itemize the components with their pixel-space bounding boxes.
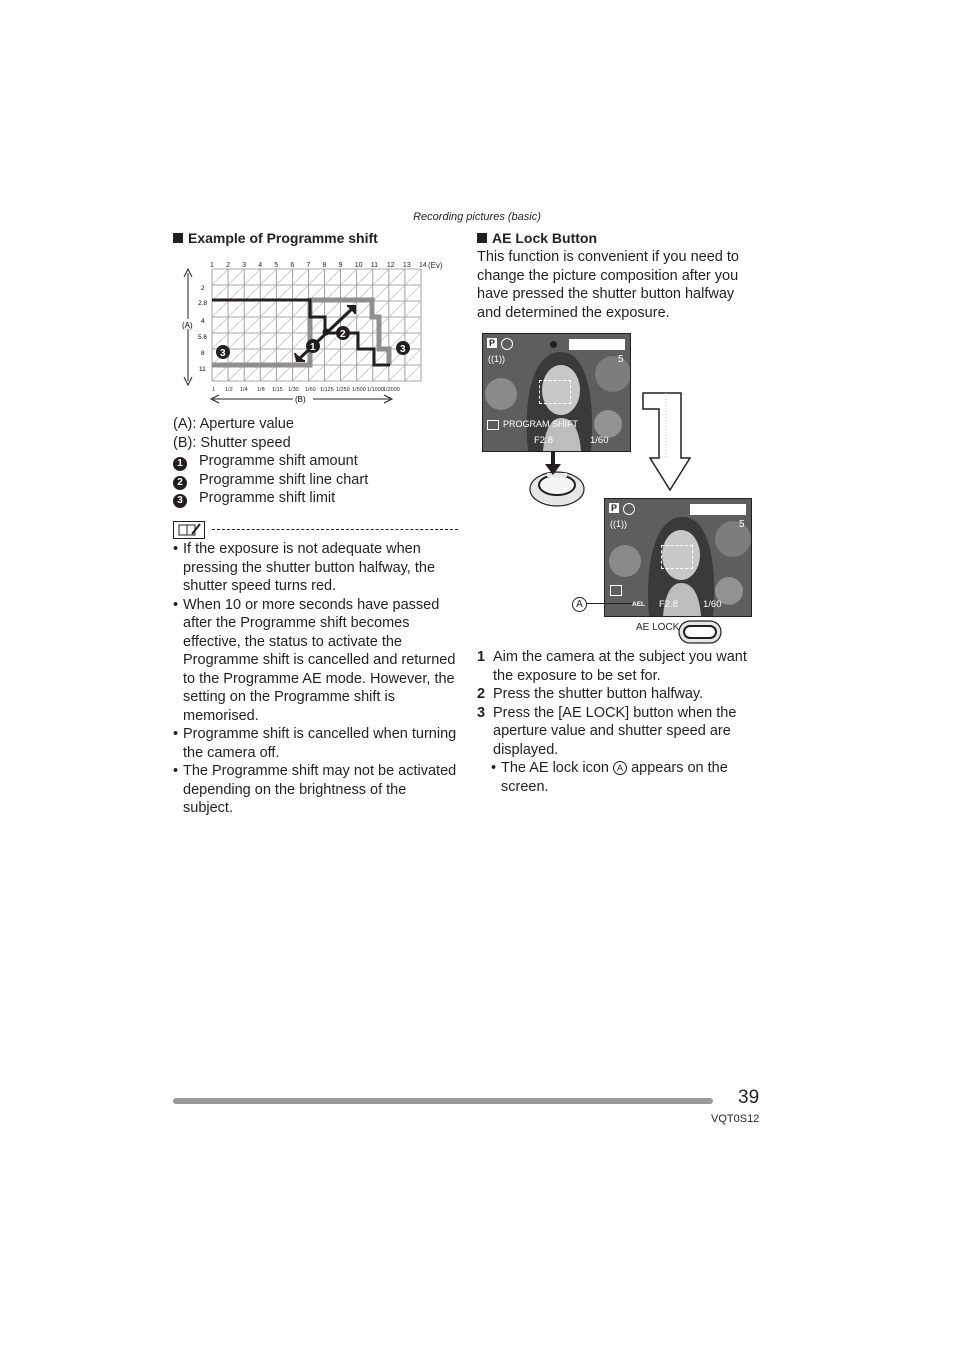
ev-label: 11 [370, 262, 379, 269]
ae-lock-indicator: AEL [632, 601, 645, 608]
focus-indicator-icon [550, 341, 557, 348]
square-bullet-icon [173, 233, 183, 243]
ev-label: 10 [354, 262, 363, 269]
sub-note-post: appears on the screen. [501, 760, 728, 795]
page-number: 39 [738, 1087, 760, 1108]
svg-text:1/15: 1/15 [272, 387, 283, 393]
callout-a-line [586, 603, 632, 604]
aperture-value: F2.8 [534, 435, 554, 446]
af-frame [539, 380, 571, 404]
callout-a-icon: A [613, 761, 627, 775]
legend-item-3-text: Programme shift limit [199, 490, 336, 506]
step-text: Press the [AE LOCK] button when the aperture value and shutter speed are displayed. [493, 704, 737, 758]
legend-item-1-text: Programme shift amount [199, 453, 358, 469]
svg-text:1/2: 1/2 [225, 387, 233, 393]
ev-label: 5 [274, 262, 279, 269]
notes-list [173, 540, 458, 818]
ev-label: 1 [210, 262, 214, 269]
status-icons-bar [569, 339, 625, 350]
ev-label: 12 [386, 262, 395, 269]
section-heading-ae-lock [477, 229, 597, 247]
svg-text:1/500: 1/500 [352, 387, 366, 393]
svg-text:1/2000: 1/2000 [383, 387, 400, 393]
step-number: 2 [477, 686, 486, 702]
flow-arrow-icon [640, 390, 692, 492]
note-icon [173, 521, 205, 539]
legend-b: (B): Shutter speed [173, 435, 291, 451]
heading-text: AE Lock Button [492, 230, 597, 246]
axis-a-label: (A) [182, 321, 193, 330]
aperture-value: F2.8 [659, 599, 679, 610]
note-item: • When 10 or more seconds have passed after the Programme shift becomes effective, the status to activate the Programme shift is cancelled and returned to the Programme AE mode. However, the setting on the Programme shift is memorised. [173, 596, 458, 726]
note-item: • Programme shift is cancelled when turning the camera off. [173, 725, 458, 762]
programme-shift-chart [175, 255, 460, 410]
flash-off-icon [501, 338, 513, 350]
footer-bar [173, 1098, 713, 1104]
ae-lock-intro: This function is convenient if you need to change the picture composition after you have pressed the shutter button halfway and determined the exposure. [477, 249, 739, 321]
svg-text:1/8: 1/8 [257, 387, 265, 393]
ev-label: 7 [306, 262, 311, 269]
flash-off-icon [623, 503, 635, 515]
remaining-shots: 5 [739, 519, 745, 530]
ev-label: 14 [419, 262, 427, 269]
ev-label: 4 [258, 262, 263, 269]
square-bullet-icon [477, 233, 487, 243]
running-header: Recording pictures (basic) [413, 211, 541, 223]
ae-lock-icon-note [477, 759, 762, 796]
ev-label: 9 [338, 262, 343, 269]
camera-screen-1 [482, 333, 631, 452]
legend-item-2 [173, 471, 368, 490]
note-item: • The Programme shift may not be activated depending on the brightness of the subject. [173, 762, 458, 818]
aperture-tick: 4 [201, 318, 205, 325]
step-item [477, 648, 762, 685]
step-text: Aim the camera at the subject you want the exposure to be set for. [493, 649, 747, 684]
svg-text:1: 1 [212, 387, 216, 393]
number-1-icon: 1 [173, 457, 187, 471]
chart-marker-3-left [216, 345, 230, 359]
aperture-tick: 8 [201, 350, 205, 357]
stabilizer-mode: 1 [494, 354, 500, 364]
ev-unit-label: (Ev) [428, 261, 443, 270]
sub-note-pre: The AE lock icon [501, 760, 609, 776]
svg-text:1/30: 1/30 [288, 387, 299, 393]
step-item [477, 685, 762, 704]
chart-marker-3-right [396, 341, 410, 355]
svg-text:1: 1 [310, 342, 316, 353]
camera-screen-2 [604, 498, 752, 617]
stabilizer-icon: ((1)) [610, 519, 628, 529]
svg-text:1/1000: 1/1000 [367, 387, 384, 393]
aperture-tick: 5.6 [198, 334, 208, 341]
ev-label: 8 [322, 262, 327, 269]
program-shift-banner: PROGRAM SHIFT [503, 419, 579, 429]
ev-label: 13 [402, 262, 411, 269]
heading-text: Example of Programme shift [188, 230, 378, 246]
svg-text:2: 2 [340, 329, 346, 340]
program-mode-badge: P [488, 338, 495, 348]
legend-a: (A): Aperture value [173, 416, 294, 432]
ev-diagonal [341, 269, 454, 381]
svg-text:1/125: 1/125 [320, 387, 334, 393]
ae-lock-steps [477, 648, 762, 796]
callout-a: A [572, 597, 587, 612]
svg-text:1/250: 1/250 [336, 387, 350, 393]
svg-text:1/4: 1/4 [240, 387, 248, 393]
ev-diagonal [421, 269, 460, 381]
svg-text:3: 3 [400, 344, 406, 355]
aperture-tick: 2.8 [198, 300, 208, 307]
shutter-value: 1/60 [590, 435, 609, 446]
quality-icon [487, 420, 499, 430]
program-mode-badge: P [610, 503, 617, 513]
note-item: • If the exposure is not adequate when pressing the shutter button halfway, the shutter speed turns red. [173, 540, 458, 596]
document-code: VQT0S12 [711, 1113, 760, 1125]
quality-icon [610, 585, 622, 596]
af-frame [661, 545, 693, 569]
ae-lock-button-icon [678, 620, 722, 644]
shutter-button-icon [527, 452, 587, 508]
chart-marker-2 [336, 326, 350, 340]
legend-item-1 [173, 452, 358, 471]
stabilizer-mode: 1 [616, 519, 622, 529]
status-icons-bar [690, 504, 746, 515]
step-text: Press the shutter button halfway. [493, 686, 704, 702]
aperture-tick: 2 [201, 285, 205, 292]
stabilizer-icon: ((1)) [488, 354, 506, 364]
step-number: 3 [477, 704, 486, 721]
section-heading-programme-shift [173, 229, 378, 247]
legend-item-2-text: Programme shift line chart [199, 472, 369, 488]
ae-lock-button-label: AE LOCK [636, 622, 680, 633]
step-number: 1 [477, 649, 486, 665]
ev-label: 3 [242, 262, 247, 269]
chart-marker-1 [306, 339, 320, 353]
shutter-value: 1/60 [703, 599, 722, 610]
legend-item-3 [173, 489, 335, 508]
ev-label: 6 [290, 262, 295, 269]
note-divider [212, 529, 458, 530]
ev-label: 2 [226, 262, 230, 269]
remaining-shots: 5 [618, 354, 624, 365]
step-item [477, 704, 762, 760]
number-2-icon: 2 [173, 476, 187, 490]
shutter-ticks [212, 387, 400, 393]
aperture-tick: 11 [199, 366, 206, 373]
svg-text:1/60: 1/60 [305, 387, 316, 393]
svg-text:3: 3 [220, 348, 226, 359]
number-3-icon: 3 [173, 494, 187, 508]
axis-b-label: (B) [295, 395, 306, 404]
ev-diagonal [389, 269, 460, 381]
